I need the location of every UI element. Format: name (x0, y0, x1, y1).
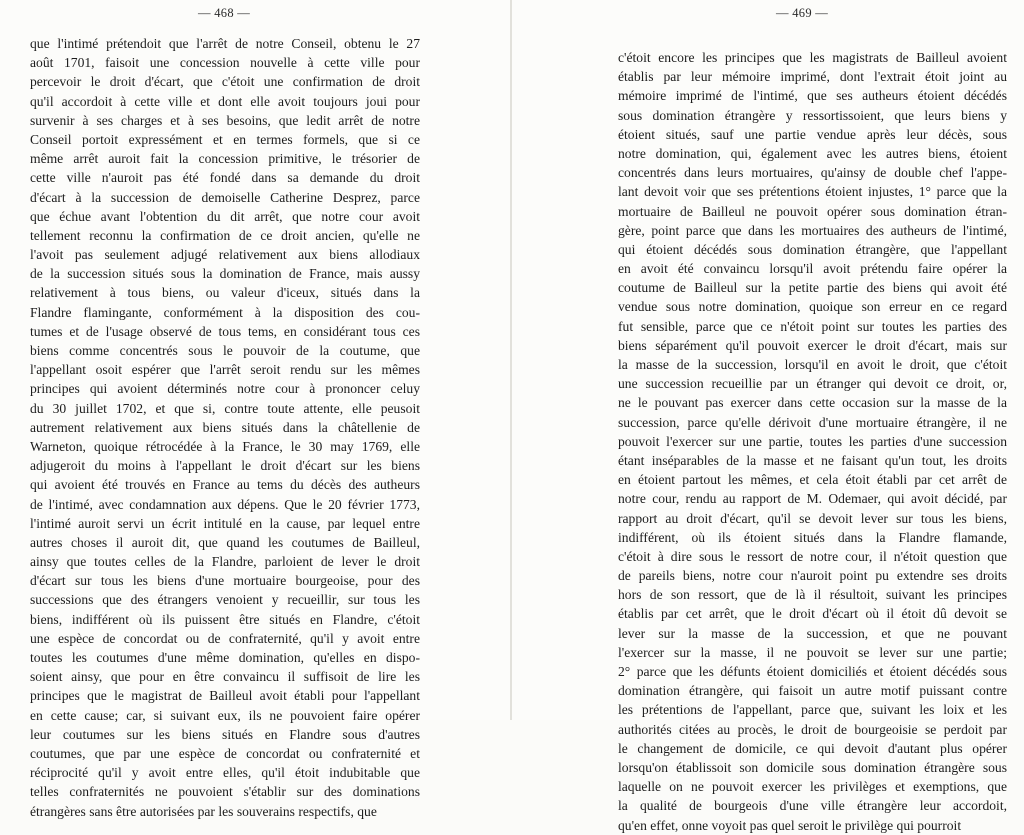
text-line: hors de son ressort, que de là il résultoit, suivant les principes (618, 587, 1007, 603)
text-line: les prétentions de l'appellant, parce que, suivant les loix et les (618, 702, 1007, 718)
text-line: biens séparément qu'il pouvoit exercer le droit d'écart, mais sur (618, 337, 1007, 353)
text-line: notre cour, rendu au rapport de M. Odemaer, qui avoit décidé, par (618, 491, 1007, 507)
text-line: étrangères sans être autorisées par les souverains respectifs, que (30, 803, 377, 819)
text-line: la qualité de bourgeois d'une ville étrangère leur accordoit, (618, 798, 1007, 814)
text-line: laquelle on ne pouvoit exercer les privilèges et exemptions, que (618, 779, 1007, 795)
book-gutter (510, 0, 512, 720)
text-line: d'écart sur tous les biens d'une mortuaire bourgeoise, pour des (30, 573, 420, 589)
text-line: Flandre flamingante, conformément à la disposition des cou- (30, 304, 420, 320)
text-line: d'écart à la succession de demoiselle Catherine Desprez, parce (30, 189, 420, 205)
text-line: de l'intimé, avec condamnation aux dépens. Que le 20 février 1773, (30, 496, 420, 512)
text-line: c'étoit encore les principes que les magistrats de Bailleul avoient (618, 50, 1007, 65)
text-line: qu'il accordoit à cette ville et dont elle avoit toujours joui pour (30, 93, 420, 109)
text-line: lant devoit voir que ses prétentions étoient injustes, 1° parce que la (618, 184, 1007, 200)
text-line: c'étoit à dire sous le ressort de notre cour, il n'étoit question que (618, 548, 1007, 564)
text-line: toutes les coutumes d'une même domination, qu'elles en dispo- (30, 650, 420, 665)
text-line: pouvoit l'exercer sur une partie, toutes les parties d'une succession (618, 433, 1007, 449)
text-line: mémoire imprimé de l'intimé, que ses autheurs étoient décédés (618, 88, 1007, 104)
text-line: de la succession situés sous la domination de France, mais aussy (30, 266, 420, 282)
text-line: même arrêt auroit fait la concession primitive, le trésorier de (30, 151, 420, 167)
text-line: en cette cause; car, si suivant eux, ils ne pouvoient faire opérer (30, 707, 420, 723)
text-line: relativement à tous biens, ou valeur d'iceux, situés dans la (30, 285, 420, 301)
text-line: successions que des étrangers venoient y recueillir, sur tous les (30, 592, 420, 608)
text-line: août 1701, faisoit une concession nouvelle à cette ville pour (30, 55, 420, 71)
text-line: survenir à ses charges et à ses besoins, que ledit arrêt de notre (30, 112, 420, 128)
text-line: réciprocité qu'il y avoit entre elles, qu'il étoit indubitable que (30, 765, 420, 781)
text-line: vendue sous notre domination, quoique son erreur en ce regard (618, 299, 1007, 315)
text-line: soient ainsy, que pour en être convaincu il suffisoit de lire les (30, 669, 420, 685)
text-line: rapport au droit d'écart, qu'il se devoit lever sur tous les biens, (618, 510, 1007, 526)
text-line: une espèce de concordat ou de confraternité, qu'il y avoit entre (30, 630, 420, 646)
text-line: domination étrangère, qui faisoit un autre motif puissant contre (618, 683, 1007, 699)
text-line: étoient situés, sauf une partie vendue après leur décès, sous (618, 126, 1007, 142)
right-page (618, 0, 1007, 833)
text-line: une succession recueillie par un étranger qui devoit ce droit, or, (618, 376, 1007, 392)
text-line: Conseil portoit expressément et en termes formels, que si ce (30, 131, 420, 147)
text-line: le changement de domicile, ce qui devoit d'autant plus opérer (618, 740, 1007, 756)
text-line: tumes et de l'usage observé de tous tems, en considérant tous ces (30, 323, 420, 339)
text-line: telles confraternités ne pouvoient s'établir sur des dominations (30, 784, 420, 800)
text-line: l'avoit pas seulement adjugé relativement aux biens allodiaux (30, 247, 420, 263)
text-line: établis par leur mémoire imprimé, dont l'extrait étoit joint au (618, 69, 1007, 85)
text-line: l'intimé auroit servi un écrit intitulé en la cause, par lequel entre (30, 515, 420, 531)
text-line: ainsy que toutes celles de la Flandre, parloient de lever le droit (30, 554, 420, 570)
text-line: gère, point parce que dans les mortuaires des autheurs de l'intimé, (618, 222, 1007, 238)
text-line: biens comme concentrés sous le pouvoir de la coutume, que (30, 343, 420, 358)
text-line: lever sur la masse de la succession, et que ne pouvant (618, 625, 1007, 641)
text-line: percevoir le droit d'écart, que c'étoit une confirmation de droit (30, 74, 420, 90)
text-line: en étoient partout les mêmes, et cela étoit établi par cet arrêt de (618, 472, 1007, 488)
text-line: leur coutumes sur les biens situés en Flandre sous d'autres (30, 726, 420, 742)
text-line: biens, indifférent où ils puissent être situés en Flandre, c'étoit (30, 611, 420, 627)
text-line: 2° parce que les défunts étoient domiciliés et étoient décédés sous (618, 664, 1007, 679)
text-line: coutume de Bailleul sur la petite partie des biens qui avoit été (618, 280, 1007, 296)
text-line: que l'intimé prétendoit que l'arrêt de notre Conseil, obtenu le 27 (30, 36, 420, 51)
text-line: principes qui avoient déterminés notre cour à prononcer celuy (30, 381, 420, 397)
text-line: du 30 juillet 1702, et que si, contre toute attente, elle peusoit (30, 400, 420, 416)
text-line: l'appellant osoit espérer que l'arrêt seroit rendu sur les mêmes (30, 362, 420, 378)
text-line: notre domination, qui, également avec les autres biens, étoient (618, 145, 1007, 161)
left-page-body (30, 34, 420, 821)
text-line: que échue avant l'obtention du dit arrêt, que notre cour avoit (30, 208, 420, 224)
text-line: succession, parce qu'elle dérivoit d'une mortuaire étrangère, il ne (618, 414, 1007, 430)
text-line: qui avoient été trouvés en France au tems du décès des autheurs (30, 477, 420, 493)
text-line: mortuaire de Bailleul ne pouvoit opérer sous domination étran- (618, 203, 1007, 219)
right-page-body (618, 48, 1007, 835)
left-page (30, 0, 420, 819)
text-line: lorsqu'on établissoit son domicile sous domination étrangère sous (618, 759, 1007, 775)
left-page-number: — 468 — (198, 6, 251, 20)
text-line: sous domination étrangère y ressortissoient, que leurs biens y (618, 107, 1007, 123)
text-line: tellement reconnu la confirmation de ce droit ancien, qu'elle ne (30, 227, 420, 243)
text-line: concentrés dans leurs mortuaires, qu'ainsy de double chef l'appe- (618, 165, 1007, 181)
text-line: Warneton, quoique rétrocédée à la France, le 30 may 1769, elle (30, 438, 420, 454)
text-line: coutumes, que par une espèce de concordat ou confraternité et (30, 745, 420, 761)
text-line: authorités citées au procès, le droit de bourgeoisie se perdoit par (618, 721, 1007, 737)
text-line: l'exercer sur la masse, il ne pouvoit se lever sur une partie; (618, 644, 1007, 660)
text-line: qu'en effet, onne voyoit pas quel seroit le privilège qui pourroit (618, 817, 962, 833)
text-line: étant inséparables de la masse et ne faisant qu'un tout, les droits (618, 452, 1007, 468)
text-line: autrement relativement aux biens situés dans la châtellenie de (30, 419, 420, 435)
text-line: de pareils biens, notre cour n'auroit point pu extendre ses droits (618, 568, 1007, 584)
text-line: fut sensible, parce que ce n'étoit point sur toutes les parties des (618, 318, 1007, 334)
text-line: la masse de la succession, lorsqu'il en avoit le droit, que c'étoit (618, 357, 1007, 372)
text-line: établis par cet arrêt, que le droit d'écart où il étoit dû devoit se (618, 606, 1007, 622)
text-line: qui étoient décédés sous domination étrangère, que l'appellant (618, 241, 1007, 257)
text-line: autres choses il auroit dit, que quand les coutumes de Bailleul, (30, 534, 420, 550)
text-line: adjugeroit du moins à l'appellant le droit d'écart sur les biens (30, 458, 420, 474)
text-line: principes que le magistrat de Bailleul avoit établi pour l'appellant (30, 688, 420, 704)
text-line: cette ville n'auroit pas été fondé dans sa demande du droit (30, 170, 420, 186)
right-page-number: — 469 — (776, 6, 829, 20)
text-line: indifférent, où ils étoient situés dans la Flandre flamande, (618, 529, 1007, 545)
text-line: ne le pouvant pas exercer dans cette occasion sur la masse de la (618, 395, 1007, 411)
text-line: en avoit été convaincu lorsqu'il avoit prétendu faire opérer la (618, 261, 1007, 277)
